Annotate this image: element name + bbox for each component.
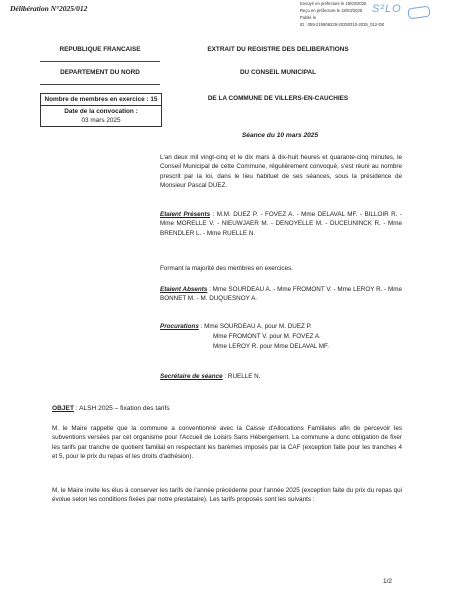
- stamp-line: Reçu en préfecture le 18/03/2025: [300, 8, 363, 13]
- deliberation-ref: Délibération N°2025/012: [10, 4, 88, 13]
- council-title: DU CONSEIL MUNICIPAL: [239, 69, 317, 76]
- page-number: 1/2: [383, 578, 393, 585]
- members-count: Nombre de membres en exercice : 15: [41, 94, 161, 106]
- absents-text: : Mme SOURDEAU A. - Mme FROMONT V. - Mme LEROY R. - Mme BONNET M. - M. DUQUESNOY A.: [160, 286, 402, 303]
- procurations-label: Procurations: [160, 323, 199, 330]
- objet-line: [52, 405, 170, 412]
- presents-paragraph: [160, 210, 402, 238]
- members-box: [40, 93, 162, 127]
- paragraph-tarifs: M. le Maire invite les élus à conserver les tarifs de l'année précédente pour l'année 2025 (exception faite du prix du repas qui évolue selon les conditions fixées par notre prestataire). Les tarifs proposés sont les suivants :: [52, 487, 402, 504]
- procuration-item: : Mme SOURDEAU A. pour M. DUEZ P.: [198, 323, 312, 330]
- objet-text: : ALSH 2025 – fixation des tarifs: [73, 405, 170, 412]
- convocation-block: [41, 106, 161, 126]
- stamp-line: ID : 059-215906229-20250310-2025_012-DE: [300, 22, 385, 27]
- secretaire-label: Secrétaire de séance: [160, 373, 223, 380]
- procuration-item: Mme LEROY R. pour Mme DELAVAL MF.: [213, 343, 329, 350]
- department-label: DEPARTEMENT DU NORD: [60, 69, 140, 76]
- absents-paragraph: [160, 285, 402, 304]
- absents-label: Etaient Absents: [160, 286, 208, 293]
- intro-paragraph: L'an deux mil vingt-cinq et le dix mars à dix-huit heures et quarante-cinq minutes, le Conseil Municipal de cette Commune, régulièrement convoqué, s'est réuni au nombre prescrit par la loi, dans le lieu habituel de ses séances, sous la présidence de Monsieur Pascal DUEZ.: [160, 154, 402, 190]
- presents-text: : M.M. DUEZ P. - FOVEZ A. - Mme DELAVAL MF. - BILLOIR R. - Mme MORELLE V. - NIEUWJAER M. - DENOYELLE M. - DUCEUNINCK R. - Mme BRENDLER L. - Mme RUELLE N.: [160, 211, 402, 237]
- register-title: EXTRAIT DU REGISTRE DES DELIBERATIONS: [207, 46, 349, 53]
- procurations-block: [160, 322, 402, 352]
- paragraph-caf: M. le Maire rappelle que la commune a conventionné avec la Caisse d'Allocations Familiales afin de percevoir les subventions versées par cet organisme pour l'Accueil de Loisirs Sans Hébergement. La commune a donc obligation de fixer les tarifs par tranche de quotient familial en respectant les barèmes imposés par la CAF (exception faite pour les tranches 4 et 5, pour le prix du repas et les droits d'adhésion).: [52, 425, 402, 461]
- secretaire-line: [160, 372, 402, 381]
- stamp-line: Envoyé en préfecture le 18/03/2025: [300, 1, 367, 6]
- seance-date: Séance du 10 mars 2025: [241, 132, 319, 139]
- presents-label: Etaient Présents: [160, 211, 211, 218]
- divider: [40, 84, 160, 85]
- prefecture-stamp: [300, 0, 448, 36]
- convocation-label: Date de la convocation :: [64, 108, 138, 115]
- divider: [40, 61, 160, 62]
- commune-title: DE LA COMMUNE DE VILLERS-EN-CAUCHIES: [207, 95, 349, 102]
- objet-label: OBJET: [52, 405, 74, 412]
- procuration-item: Mme FROMONT V. pour M. FOVEZ A.: [213, 333, 321, 340]
- majority-text: Formant la majorité des membres en exercices.: [160, 265, 293, 272]
- stamp-signature: S²LO: [372, 3, 402, 15]
- republic-label: REPUBLIQUE FRANCAISE: [59, 46, 141, 53]
- convocation-date: 03 mars 2025: [81, 117, 121, 124]
- stamp-line: Publié le: [300, 15, 317, 20]
- secretaire-text: : RUELLE N.: [222, 373, 261, 380]
